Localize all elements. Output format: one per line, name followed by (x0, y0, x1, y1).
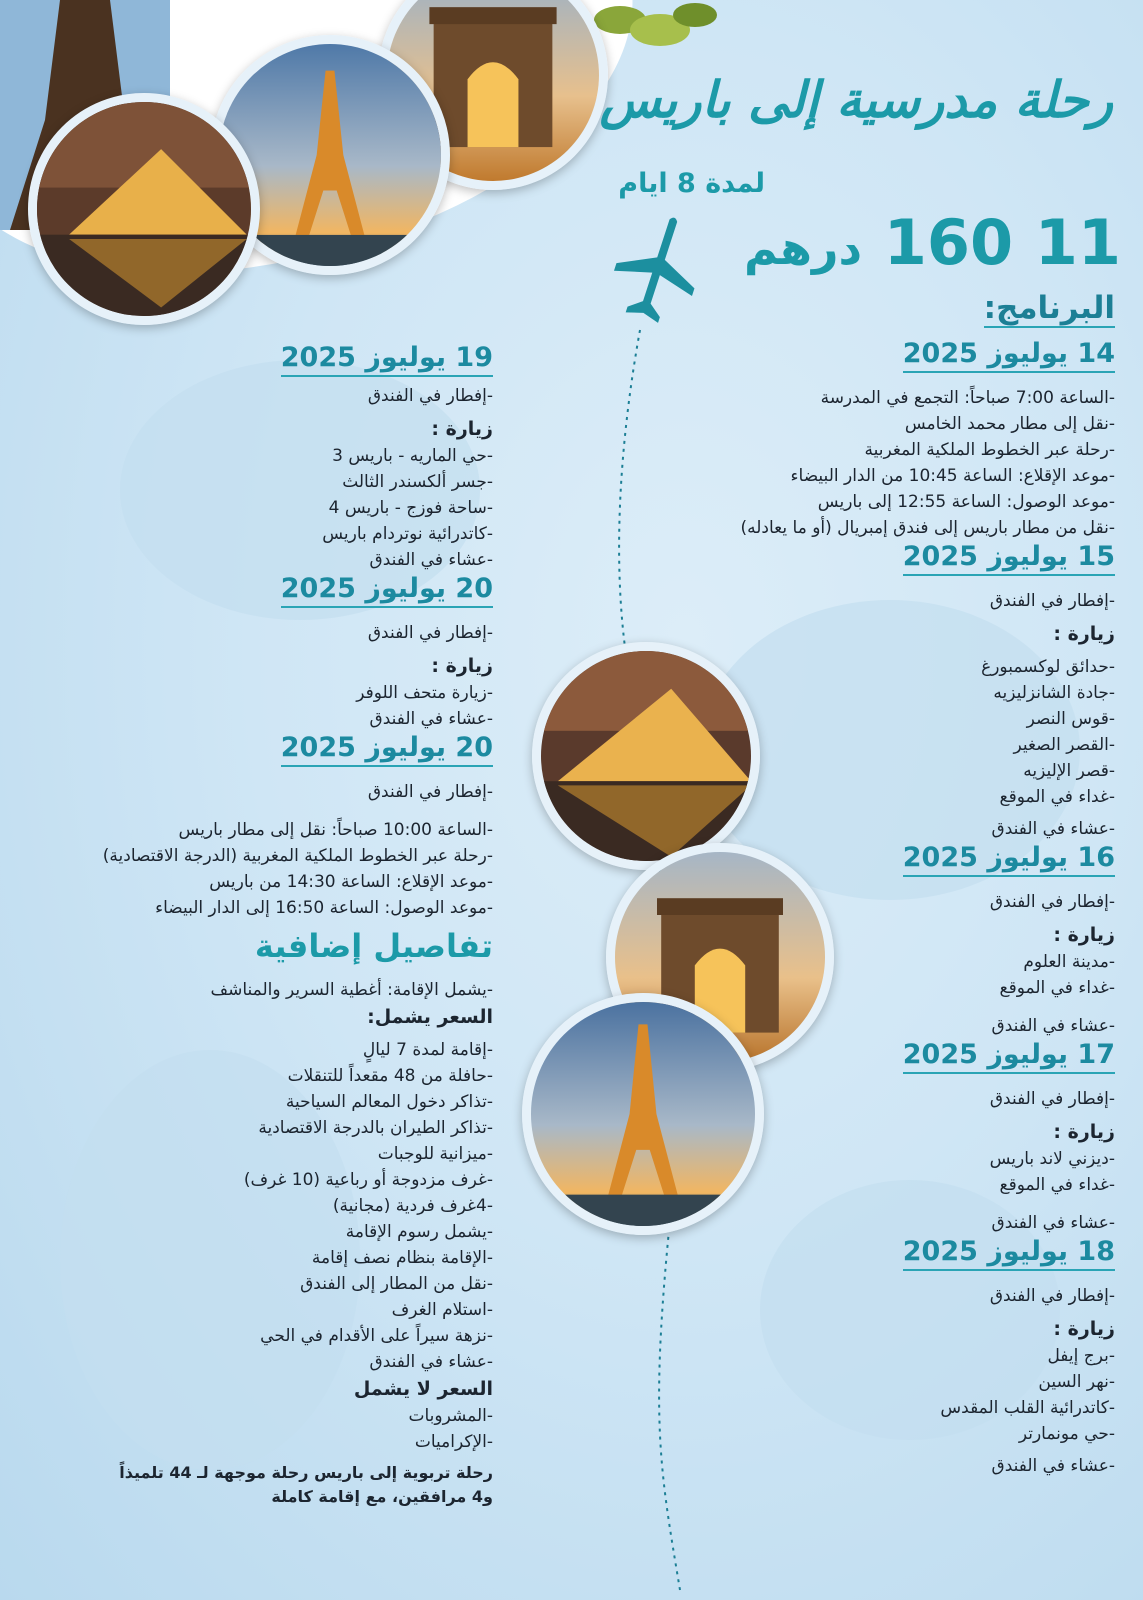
day-date: 19 يوليوز 2025 (281, 342, 493, 377)
day-date: 16 يوليوز 2025 (903, 842, 1115, 877)
list-item: -4غرف فردية (مجانية) (332, 1196, 493, 1216)
footer-note-line-2: و4 مرافقين، مع إقامة كاملة (271, 1487, 493, 1506)
list-item: -غرف مزدوجة أو رباعية (10 غرف) (243, 1170, 493, 1190)
program-column-left (23, 342, 493, 1509)
list-item: -الإقامة بنظام نصف إقامة (311, 1248, 493, 1268)
visit-label: زيارة : (1053, 623, 1115, 645)
list-item: -إفطار في الفندق (989, 1286, 1115, 1306)
list-item: -موعد الإقلاع: الساعة 14:30 من باريس (209, 872, 493, 892)
details-title: تفاصيل إضافية (254, 927, 493, 965)
program-column-right (595, 288, 1115, 1479)
list-item: -حافلة من 48 مقعداً للتنقلات (287, 1066, 493, 1086)
list-item: -إفطار في الفندق (367, 623, 493, 643)
visit-label: زيارة : (431, 655, 493, 677)
day-date: 14 يوليوز 2025 (903, 338, 1115, 373)
list-item: -موعد الوصول: الساعة 12:55 إلى باريس (817, 492, 1115, 512)
visit-label: زيارة : (1053, 1121, 1115, 1143)
list-item: -ديزني لاند باريس (989, 1149, 1115, 1169)
list-item: -عشاء في الفندق (991, 1213, 1115, 1233)
list-item: -نقل من مطار باريس إلى فندق إمبريال (أو ما يعادله) (740, 518, 1115, 538)
day-date: 15 يوليوز 2025 (903, 541, 1115, 576)
list-item: -حي مونمارتر (1018, 1424, 1115, 1444)
list-item: -عشاء في الفندق (369, 1352, 493, 1372)
list-item: -غداء في الموقع (999, 787, 1115, 807)
list-item: -غداء في الموقع (999, 978, 1115, 998)
day-date: 20 يوليوز 2025 (281, 573, 493, 608)
list-item: -ميزانية للوجبات (377, 1144, 493, 1164)
day-date: 17 يوليوز 2025 (903, 1039, 1115, 1074)
list-item: -يشمل رسوم الإقامة (345, 1222, 493, 1242)
list-item: -برج إيفل (1047, 1346, 1115, 1366)
footer-note-line-1: رحلة تربوية إلى باريس رحلة موجهة لـ 44 تلميذاً (119, 1463, 493, 1482)
price-currency: درهم (744, 221, 863, 275)
list-item: -غداء في الموقع (999, 1175, 1115, 1195)
list-item: -إفطار في الفندق (989, 892, 1115, 912)
day-date: 18 يوليوز 2025 (903, 1236, 1115, 1271)
list-item: -إفطار في الفندق (989, 591, 1115, 611)
list-item: -عشاء في الفندق (991, 1456, 1115, 1476)
list-item: -الإكراميات (414, 1432, 493, 1452)
list-item: -رحلة عبر الخطوط الملكية المغربية (864, 440, 1115, 460)
list-item: -عشاء في الفندق (369, 550, 493, 570)
visit-label: زيارة : (431, 418, 493, 440)
list-item: -كاتدرائية القلب المقدس (940, 1398, 1115, 1418)
list-item: -مدينة العلوم (1023, 952, 1115, 972)
list-item: -موعد الوصول: الساعة 16:50 إلى الدار البيضاء (155, 898, 493, 918)
list-item: -قوس النصر (1026, 709, 1115, 729)
leaves-decoration (590, 0, 720, 70)
excludes-label: السعر لا يشمل (353, 1378, 493, 1400)
list-item: -عشاء في الفندق (991, 819, 1115, 839)
list-item: -جسر ألكسندر الثالث (342, 472, 493, 492)
list-item: -المشروبات (408, 1406, 493, 1426)
list-item: -الساعة 10:00 صباحاً: نقل إلى مطار باريس (178, 820, 493, 840)
trip-duration: لمدة 8 ايام (618, 168, 765, 199)
list-item: -عشاء في الفندق (369, 709, 493, 729)
program-label: البرنامج: (983, 290, 1115, 326)
list-item: -نقل من المطار إلى الفندق (300, 1274, 493, 1294)
list-item: -القصر الصغير (1013, 735, 1115, 755)
day-date: 20 يوليوز 2025 (281, 732, 493, 767)
price (701, 206, 1121, 279)
louvre-pyramid-photo (28, 93, 260, 325)
list-item: -نزهة سيراً على الأقدام في الحي (260, 1326, 493, 1346)
list-item: -تذاكر الطيران بالدرجة الاقتصادية (258, 1118, 493, 1138)
list-item: -جادة الشانزليزيه (993, 683, 1115, 703)
list-item: -ساحة فوزج - باريس 4 (328, 498, 493, 518)
list-item: -إفطار في الفندق (989, 1089, 1115, 1109)
visit-label: زيارة : (1053, 1318, 1115, 1340)
list-item: -عشاء في الفندق (991, 1016, 1115, 1036)
list-item: -يشمل الإقامة: أغطية السرير والمناشف (210, 980, 493, 1000)
list-item: -حي الماريه - باريس 3 (332, 446, 493, 466)
list-item: -إفطار في الفندق (367, 386, 493, 406)
list-item: -تذاكر دخول المعالم السياحية (285, 1092, 493, 1112)
list-item: -حدائق لوكسمبورغ (981, 657, 1115, 677)
list-item: -موعد الإقلاع: الساعة 10:45 من الدار البيضاء (790, 466, 1115, 486)
list-item: -استلام الغرف (391, 1300, 493, 1320)
list-item: -نهر السين (1038, 1372, 1115, 1392)
list-item: -زيارة متحف اللوفر (356, 683, 493, 703)
visit-label: زيارة : (1053, 924, 1115, 946)
price-value: 11 160 (883, 206, 1121, 279)
list-item: -كاتدرائية نوتردام باريس (322, 524, 493, 544)
list-item: -الساعة 7:00 صباحاً: التجمع في المدرسة (820, 388, 1115, 408)
list-item: -نقل إلى مطار محمد الخامس (904, 414, 1115, 434)
list-item: -إفطار في الفندق (367, 782, 493, 802)
list-item: -قصر الإليزيه (1023, 761, 1115, 781)
list-item: -إقامة لمدة 7 ليالٍ (362, 1040, 493, 1060)
list-item: -رحلة عبر الخطوط الملكية المغربية (الدرجة الاقتصادية) (102, 846, 493, 866)
page-title: رحلة مدرسية إلى باريس (599, 70, 1113, 129)
includes-label: السعر يشمل: (367, 1006, 493, 1028)
